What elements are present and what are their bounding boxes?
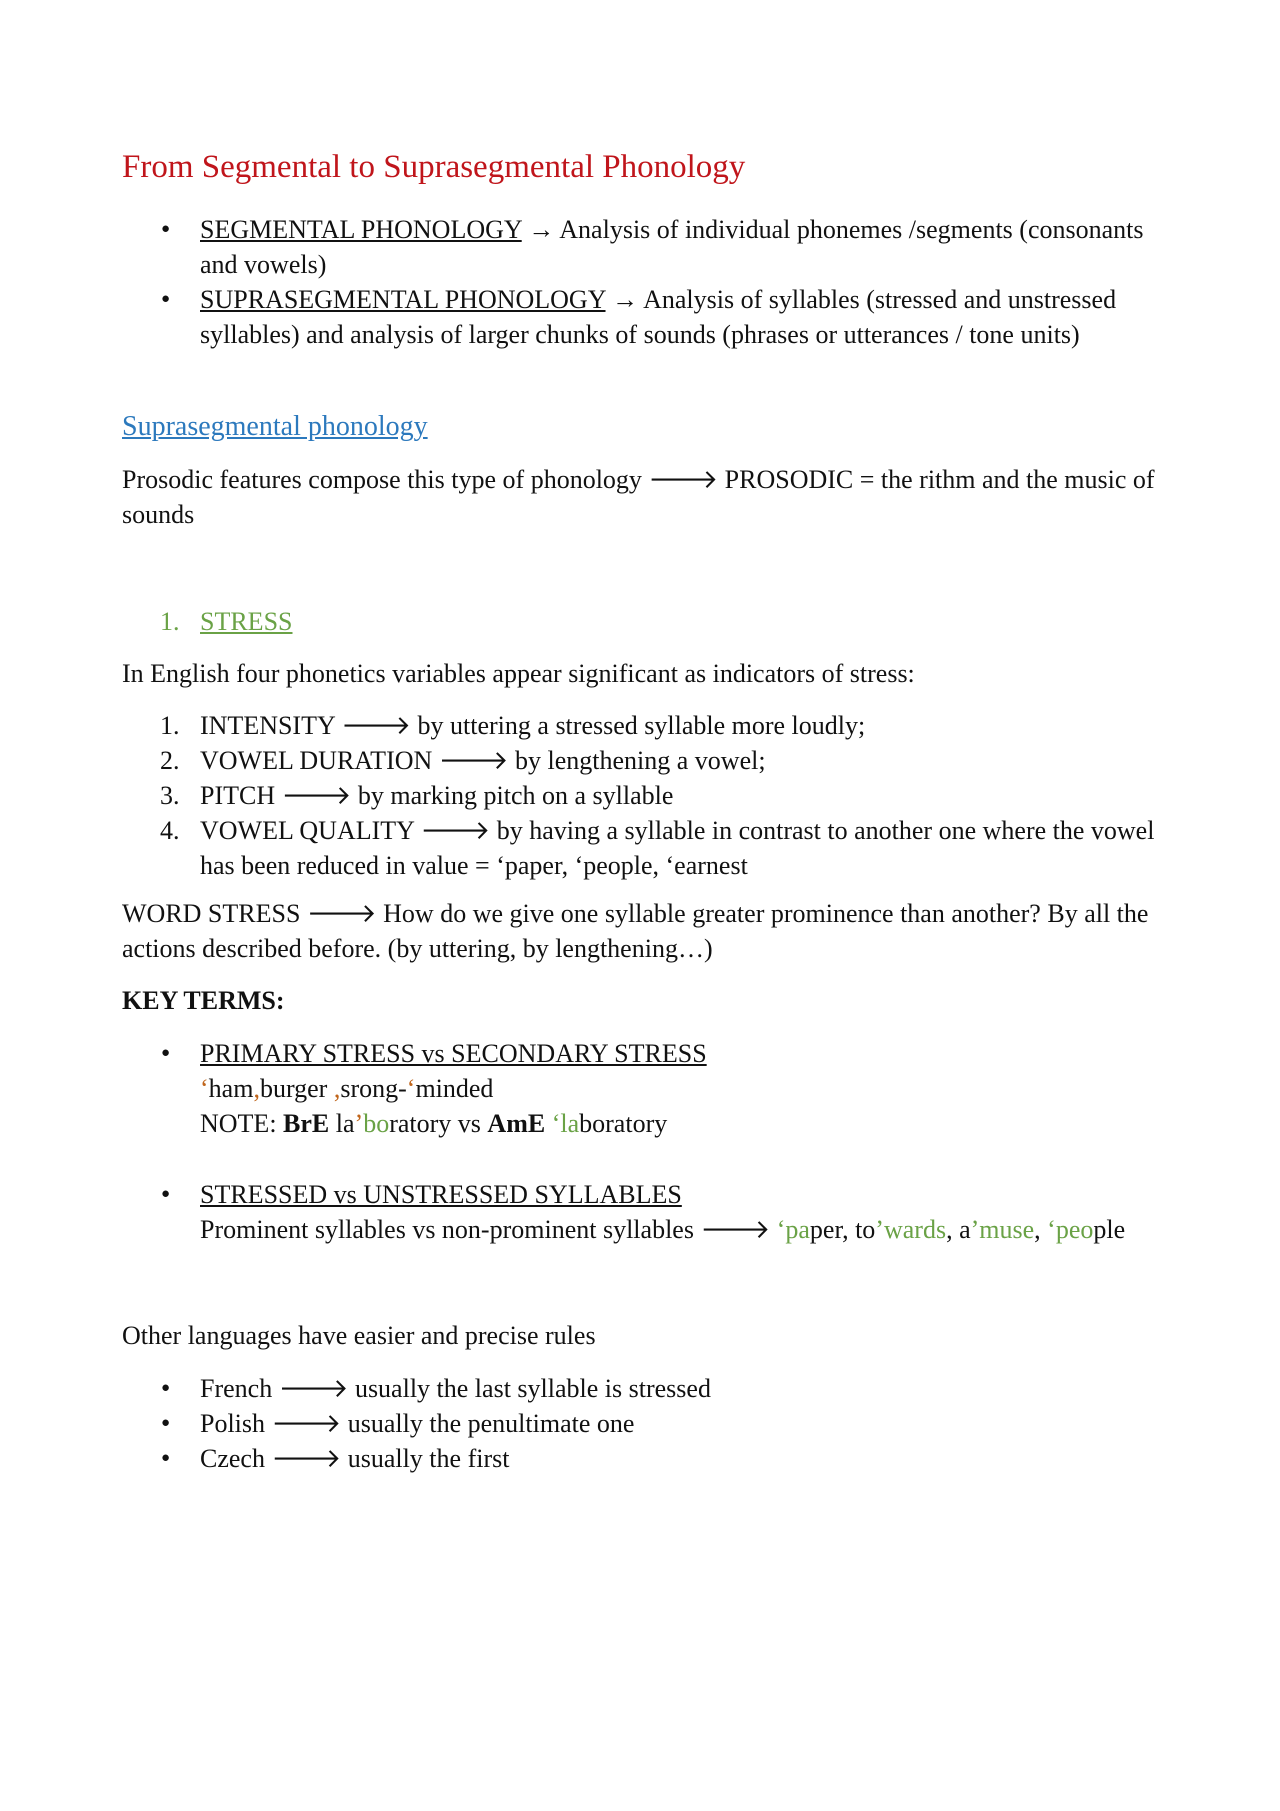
- key-terms-stressed-list: [122, 1177, 1182, 1247]
- intro-bullet-list: [122, 212, 1182, 352]
- stress-mark: ’: [970, 1215, 980, 1244]
- example-prominent: [200, 1215, 1125, 1244]
- text: Prominent syllables vs non-prominent syllables: [200, 1215, 694, 1244]
- list-item: [122, 743, 1182, 778]
- indicator-term: VOWEL QUALITY: [200, 816, 414, 845]
- note-laboratory: [200, 1109, 667, 1138]
- stress-mark: ‘: [776, 1215, 786, 1244]
- indicator-term: VOWEL DURATION: [200, 746, 433, 775]
- text: minded: [415, 1074, 494, 1103]
- label-bre: BrE: [283, 1109, 330, 1138]
- language-rule: usually the last syllable is stressed: [354, 1374, 711, 1403]
- list-item-text: Analysis of individual phonemes /segments (consonants and vowels): [200, 215, 1144, 279]
- arrow-icon: →: [612, 285, 639, 314]
- stressed-syllable: bo: [363, 1109, 390, 1138]
- list-item: [122, 1036, 1182, 1141]
- stressed-syllable: muse: [979, 1215, 1035, 1244]
- stress-mark: ‘: [200, 1074, 209, 1103]
- language-name: Polish: [200, 1409, 266, 1438]
- list-item: [122, 708, 1182, 743]
- list-item: [122, 282, 1182, 352]
- text: ple: [1093, 1215, 1126, 1244]
- section-heading-stress: [122, 604, 1182, 639]
- indicator-text: by uttering a stressed syllable more loudly;: [417, 711, 866, 740]
- section-label: STRESS: [200, 607, 293, 636]
- example-hamburger: [200, 1074, 493, 1103]
- list-number: 4.: [160, 816, 180, 845]
- text: ,: [1034, 1215, 1048, 1244]
- text: per, to: [809, 1215, 876, 1244]
- document-title: From Segmental to Suprasegmental Phonology: [122, 149, 746, 185]
- stress-mark: ’: [875, 1215, 884, 1244]
- term: WORD STRESS: [122, 899, 301, 928]
- term-suprasegmental: SUPRASEGMENTAL PHONOLOGY: [200, 285, 606, 314]
- language-rule: usually the first: [347, 1444, 510, 1473]
- stressed-syllable: wards: [883, 1215, 947, 1244]
- arrow-icon: 🡒: [306, 899, 377, 928]
- arrow-icon: 🡒: [648, 465, 719, 494]
- arrow-icon: 🡒: [438, 746, 509, 775]
- language-name: French: [200, 1374, 273, 1403]
- term-primary-secondary: PRIMARY STRESS vs SECONDARY STRESS: [200, 1039, 707, 1068]
- languages-list: [122, 1371, 1182, 1476]
- arrow-icon: 🡒: [281, 781, 352, 810]
- key-terms-primary-list: [122, 1036, 1182, 1141]
- text: NOTE:: [200, 1109, 284, 1138]
- text: Prosodic features compose this type of phonology: [122, 465, 642, 494]
- list-item: [122, 212, 1182, 282]
- stress-mark: ‘: [1047, 1215, 1056, 1244]
- arrow-icon: 🡒: [271, 1409, 342, 1438]
- stress-mark: ,: [253, 1074, 260, 1103]
- stressed-syllable: la: [560, 1109, 580, 1138]
- indicator-text: by lengthening a vowel;: [515, 746, 766, 775]
- key-terms-heading: KEY TERMS:: [122, 986, 285, 1015]
- language-rule: usually the penultimate one: [347, 1409, 635, 1438]
- list-number: 3.: [160, 781, 180, 810]
- list-number: 1.: [160, 607, 180, 636]
- language-name: Czech: [200, 1444, 265, 1473]
- text: boratory: [579, 1109, 668, 1138]
- list-number: 1.: [160, 711, 180, 740]
- text: la: [329, 1109, 355, 1138]
- list-item: [122, 1177, 1182, 1247]
- term-stressed-unstressed: STRESSED vs UNSTRESSED SYLLABLES: [200, 1180, 682, 1209]
- indicator-text: by marking pitch on a syllable: [357, 781, 674, 810]
- stressed-syllable: pa: [785, 1215, 810, 1244]
- section-heading-list: [122, 604, 1182, 639]
- stress-mark: ,: [333, 1074, 341, 1103]
- indicator-term: PITCH: [200, 781, 276, 810]
- list-item: [122, 1371, 1182, 1406]
- text: PROSODIC = the rithm and the music of sounds: [122, 465, 1155, 529]
- text: , a: [946, 1215, 971, 1244]
- stress-mark: ‘: [551, 1109, 561, 1138]
- other-languages-intro: Other languages have easier and precise rules: [122, 1321, 596, 1350]
- list-item: [122, 1406, 1182, 1441]
- indicator-list: [122, 708, 1182, 883]
- arrow-icon: 🡒: [278, 1374, 349, 1403]
- key-terms-label: [122, 983, 1182, 1018]
- list-item: [122, 1441, 1182, 1476]
- list-item-text: Analysis of syllables (stressed and unstressed syllables) and analysis of larger chunks of sounds (phrases or utterances / tone units): [200, 285, 1117, 349]
- word-stress-paragraph: [122, 896, 1182, 966]
- indicator-term: INTENSITY: [200, 711, 335, 740]
- text: ratory vs: [389, 1109, 488, 1138]
- text: ham: [208, 1074, 254, 1103]
- list-number: 2.: [160, 746, 180, 775]
- stressed-syllable: peo: [1055, 1215, 1094, 1244]
- text: burger: [259, 1074, 334, 1103]
- stress-intro: In English four phonetics variables appear significant as indicators of stress:: [122, 659, 915, 688]
- arrow-icon: 🡒: [700, 1215, 771, 1244]
- arrow-icon: 🡒: [420, 816, 491, 845]
- stress-mark: ‘: [406, 1074, 416, 1103]
- prosodic-paragraph: [122, 462, 1182, 532]
- stress-mark: ’: [354, 1109, 364, 1138]
- arrow-icon: 🡒: [271, 1444, 342, 1473]
- term-segmental: SEGMENTAL PHONOLOGY: [200, 215, 522, 244]
- subheading-suprasegmental: Suprasegmental phonology: [122, 411, 428, 442]
- text: How do we give one syllable greater prominence than another? By all the actions described before. (by uttering, by lengthening…): [122, 899, 1149, 963]
- list-item: [122, 813, 1182, 883]
- arrow-icon: →: [528, 215, 555, 244]
- label-ame: AmE: [487, 1109, 546, 1138]
- arrow-icon: 🡒: [341, 711, 412, 740]
- list-item: [122, 778, 1182, 813]
- text: srong-: [340, 1074, 407, 1103]
- indicator-text: by having a syllable in contrast to another one where the vowel has been reduced in value = ‘paper, ‘people, ‘earnest: [200, 816, 1155, 880]
